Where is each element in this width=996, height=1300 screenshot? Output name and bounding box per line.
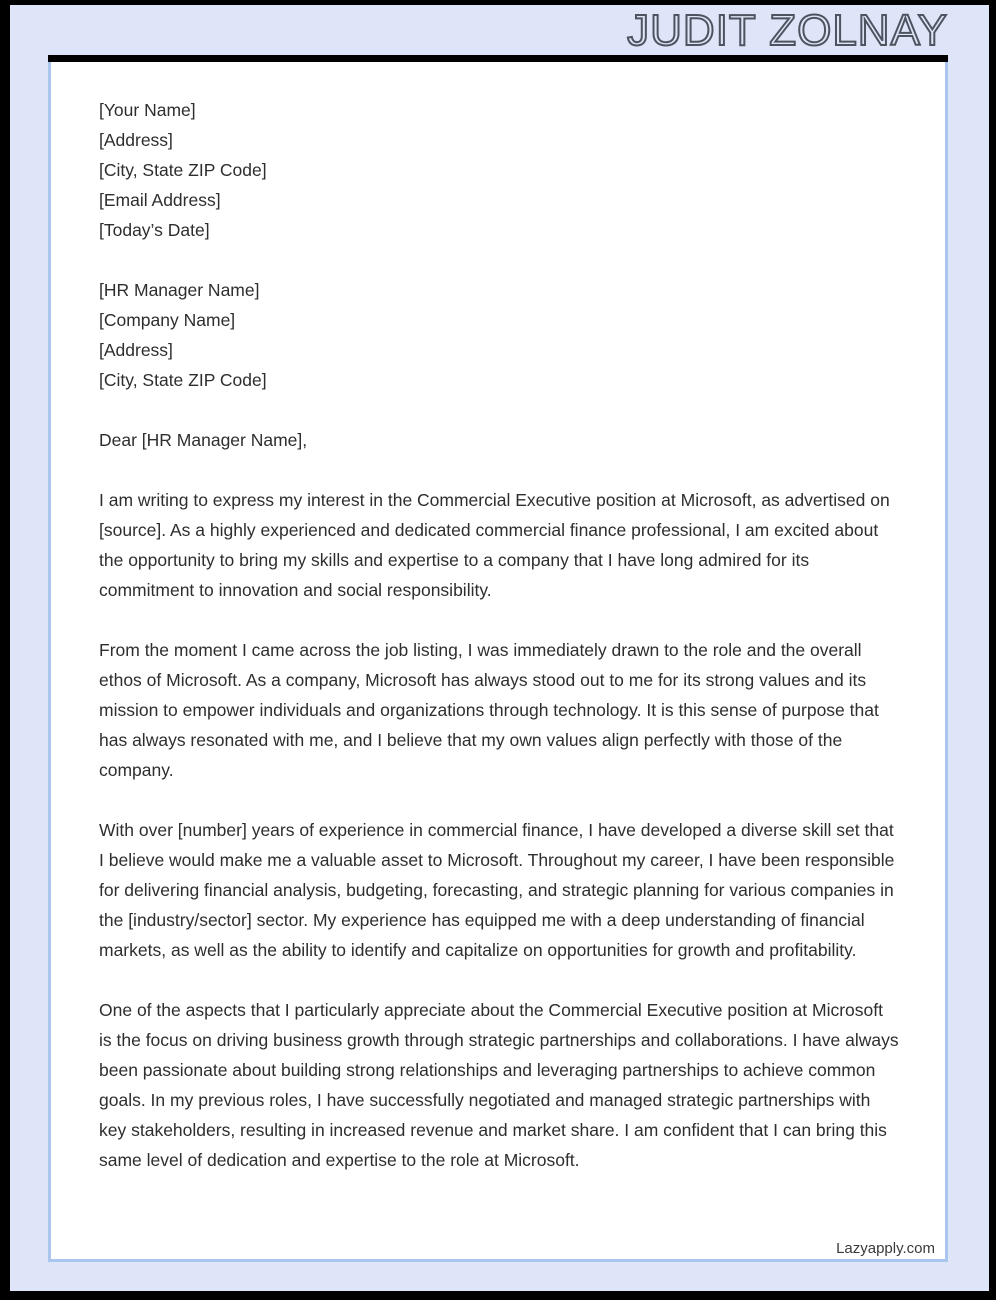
cover-letter-document: [48, 62, 948, 1262]
salutation: Dear [HR Manager Name],: [99, 430, 308, 450]
sender-name-line: [Your Name]: [99, 100, 196, 120]
frame-border-right: [989, 0, 996, 1300]
paragraph-company-values: From the moment I came across the job listing, I was immediately drawn to the role and the overall ethos of Microsoft. As a company, Microsoft has always stood out to me for its strong values and its mission to empower individuals and organizations through technology. It is this sense of purpose that has always resonated with me, and I believe that my own values align perfectly with those of the company.: [99, 640, 879, 780]
frame-border-left: [0, 0, 10, 1300]
paragraph-role-fit: One of the aspects that I particularly appreciate about the Commercial Executive position at Microsoft is the focus on driving business growth through strategic partnerships and collaborations. I have always been passionate about building strong relationships and leveraging partnerships to achieve common goals. In my previous roles, I have successfully negotiated and managed strategic partnerships with key stakeholders, resulting in increased revenue and market share. I am confident that I can bring this same level of dedication and expertise to the role at Microsoft.: [99, 1000, 899, 1170]
recipient-company-line: [Company Name]: [99, 310, 236, 330]
sender-address-line: [Address]: [99, 130, 173, 150]
frame-border-bottom: [0, 1291, 996, 1300]
brand-title: JUDIT ZOLNAY: [627, 6, 948, 55]
watermark-lazyapply: Lazyapply.com: [836, 1240, 935, 1257]
sender-email-line: [Email Address]: [99, 190, 221, 210]
frame-border-top: [0, 0, 996, 5]
header-divider-rule: [48, 55, 948, 62]
recipient-address-line: [Address]: [99, 340, 173, 360]
paragraph-introduction: I am writing to express my interest in the Commercial Executive position at Microsoft, as advertised on [source]. As a highly experienced and dedicated commercial finance professional, I am excited about the opportunity to bring my skills and expertise to a company that I have long admired for its commitment to innovation and social responsibility.: [99, 490, 890, 600]
recipient-city-line: [City, State ZIP Code]: [99, 370, 267, 390]
letter-content: [51, 62, 945, 1175]
sender-address-block: [99, 95, 899, 245]
recipient-name-line: [HR Manager Name]: [99, 280, 260, 300]
sender-city-line: [City, State ZIP Code]: [99, 160, 267, 180]
recipient-address-block: [99, 275, 899, 395]
sender-date-line: [Today’s Date]: [99, 220, 210, 240]
paragraph-experience: With over [number] years of experience in commercial finance, I have developed a diverse skill set that I believe would make me a valuable asset to Microsoft. Throughout my career, I have been responsible for delivering financial analysis, budgeting, forecasting, and strategic planning for various companies in the [industry/sector] sector. My experience has equipped me with a deep understanding of financial markets, as well as the ability to identify and capitalize on opportunities for growth and profitability.: [99, 820, 895, 960]
